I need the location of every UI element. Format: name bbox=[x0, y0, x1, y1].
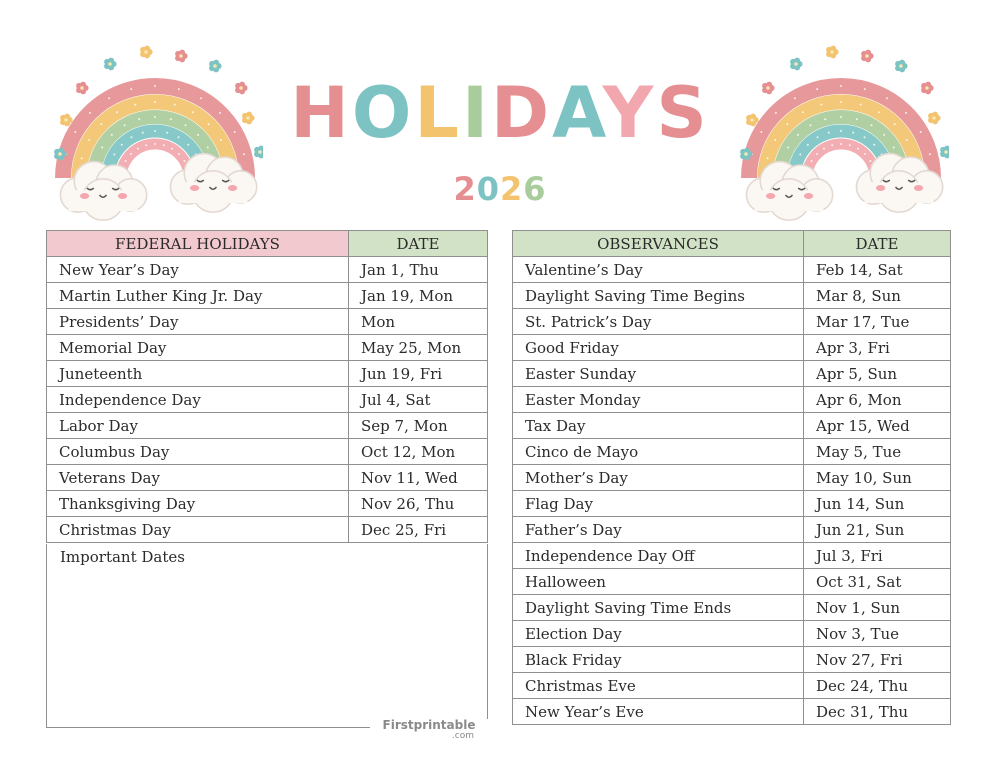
holiday-date: Jun 14, Sun bbox=[804, 491, 951, 517]
holiday-name: Cinco de Mayo bbox=[513, 439, 804, 465]
brand-suffix: .com bbox=[451, 731, 474, 741]
holiday-name: Halloween bbox=[513, 569, 804, 595]
table-row bbox=[513, 309, 951, 335]
table-row bbox=[513, 543, 951, 569]
holiday-name: Valentine’s Day bbox=[513, 257, 804, 283]
federal-date-header: DATE bbox=[349, 231, 488, 257]
holiday-name: Independence Day Off bbox=[513, 543, 804, 569]
flower-icon bbox=[209, 60, 222, 73]
important-dates-box[interactable] bbox=[46, 544, 488, 728]
table-row bbox=[513, 335, 951, 361]
table-row bbox=[513, 413, 951, 439]
holiday-name: New Year’s Eve bbox=[513, 699, 804, 725]
table-row bbox=[47, 283, 488, 309]
holiday-name: Black Friday bbox=[513, 647, 804, 673]
page-title bbox=[0, 72, 1000, 154]
holiday-date: May 10, Sun bbox=[804, 465, 951, 491]
holiday-name: Labor Day bbox=[47, 413, 349, 439]
holiday-date: Apr 6, Mon bbox=[804, 387, 951, 413]
holiday-date: Nov 3, Tue bbox=[804, 621, 951, 647]
holiday-name: Veterans Day bbox=[47, 465, 349, 491]
holiday-date: Dec 25, Fri bbox=[349, 517, 488, 543]
title-letter: Y bbox=[602, 72, 657, 154]
table-row bbox=[513, 699, 951, 725]
table-row bbox=[513, 491, 951, 517]
year-letter: 2 bbox=[453, 170, 477, 208]
flower-icon bbox=[826, 46, 839, 59]
table-row bbox=[47, 439, 488, 465]
holiday-date: Dec 24, Thu bbox=[804, 673, 951, 699]
table-row bbox=[513, 257, 951, 283]
holiday-date: Jun 19, Fri bbox=[349, 361, 488, 387]
flower-icon bbox=[104, 58, 117, 71]
table-row bbox=[47, 361, 488, 387]
holiday-name: Good Friday bbox=[513, 335, 804, 361]
table-row bbox=[513, 673, 951, 699]
holiday-date: Apr 5, Sun bbox=[804, 361, 951, 387]
title-letter: I bbox=[461, 72, 492, 154]
table-header-row bbox=[513, 231, 951, 257]
table-row bbox=[513, 647, 951, 673]
holiday-date: Nov 1, Sun bbox=[804, 595, 951, 621]
table-row bbox=[513, 621, 951, 647]
holiday-date: Jun 21, Sun bbox=[804, 517, 951, 543]
table-row bbox=[513, 283, 951, 309]
observances-header: OBSERVANCES bbox=[513, 231, 804, 257]
table-row bbox=[513, 595, 951, 621]
federal-holidays-table bbox=[46, 230, 488, 543]
year-letter: 0 bbox=[476, 170, 500, 208]
important-dates-label: Important Dates bbox=[60, 548, 185, 566]
table-row bbox=[47, 309, 488, 335]
holiday-name: St. Patrick’s Day bbox=[513, 309, 804, 335]
holiday-date: Mon bbox=[349, 309, 488, 335]
holiday-name: New Year’s Day bbox=[47, 257, 349, 283]
holiday-date: Apr 15, Wed bbox=[804, 413, 951, 439]
holiday-date: Nov 27, Fri bbox=[804, 647, 951, 673]
holiday-name: Easter Sunday bbox=[513, 361, 804, 387]
holiday-date: Apr 3, Fri bbox=[804, 335, 951, 361]
brand-logo bbox=[370, 719, 488, 743]
holiday-date: Feb 14, Sat bbox=[804, 257, 951, 283]
holiday-date: Oct 31, Sat bbox=[804, 569, 951, 595]
observances-table bbox=[512, 230, 951, 725]
table-row bbox=[47, 413, 488, 439]
table-row bbox=[47, 335, 488, 361]
holiday-date: Nov 26, Thu bbox=[349, 491, 488, 517]
holiday-name: Father’s Day bbox=[513, 517, 804, 543]
holiday-name: Christmas Eve bbox=[513, 673, 804, 699]
table-row bbox=[47, 517, 488, 543]
holiday-date: Jan 19, Mon bbox=[349, 283, 488, 309]
holiday-name: Mother’s Day bbox=[513, 465, 804, 491]
title-letter: O bbox=[351, 72, 415, 154]
table-row bbox=[513, 439, 951, 465]
brand-name: Firstprintable bbox=[382, 718, 476, 732]
title-letter: A bbox=[552, 72, 603, 154]
holiday-name: Daylight Saving Time Begins bbox=[513, 283, 804, 309]
holiday-date: Oct 12, Mon bbox=[349, 439, 488, 465]
year-label bbox=[0, 170, 1000, 208]
holiday-date: Jul 3, Fri bbox=[804, 543, 951, 569]
holiday-date: Mar 8, Sun bbox=[804, 283, 951, 309]
federal-holidays-header: FEDERAL HOLIDAYS bbox=[47, 231, 349, 257]
holiday-name: Daylight Saving Time Ends bbox=[513, 595, 804, 621]
table-header-row bbox=[47, 231, 488, 257]
holiday-date: Jul 4, Sat bbox=[349, 387, 488, 413]
flower-icon bbox=[861, 50, 874, 63]
observances-date-header: DATE bbox=[804, 231, 951, 257]
flower-icon bbox=[140, 46, 153, 59]
title-letter: L bbox=[414, 72, 462, 154]
holiday-name: Easter Monday bbox=[513, 387, 804, 413]
holiday-name: Tax Day bbox=[513, 413, 804, 439]
holiday-name: Columbus Day bbox=[47, 439, 349, 465]
holiday-date: May 5, Tue bbox=[804, 439, 951, 465]
table-row bbox=[513, 465, 951, 491]
table-row bbox=[47, 465, 488, 491]
holiday-date: May 25, Mon bbox=[349, 335, 488, 361]
table-row bbox=[47, 257, 488, 283]
title-letter: H bbox=[290, 72, 352, 154]
flower-icon bbox=[175, 50, 188, 63]
title-letter: S bbox=[656, 72, 710, 154]
holiday-date: Jan 1, Thu bbox=[349, 257, 488, 283]
year-letter: 2 bbox=[500, 170, 524, 208]
table-row bbox=[513, 361, 951, 387]
table-row bbox=[47, 491, 488, 517]
holiday-name: Thanksgiving Day bbox=[47, 491, 349, 517]
holiday-name: Presidents’ Day bbox=[47, 309, 349, 335]
holiday-name: Independence Day bbox=[47, 387, 349, 413]
flower-icon bbox=[895, 60, 908, 73]
title-letter: D bbox=[491, 72, 553, 154]
holiday-name: Election Day bbox=[513, 621, 804, 647]
holiday-name: Memorial Day bbox=[47, 335, 349, 361]
holiday-date: Dec 31, Thu bbox=[804, 699, 951, 725]
holiday-name: Christmas Day bbox=[47, 517, 349, 543]
table-row bbox=[47, 387, 488, 413]
holiday-date: Sep 7, Mon bbox=[349, 413, 488, 439]
holiday-date: Mar 17, Tue bbox=[804, 309, 951, 335]
holiday-name: Flag Day bbox=[513, 491, 804, 517]
holiday-date: Nov 11, Wed bbox=[349, 465, 488, 491]
holiday-name: Martin Luther King Jr. Day bbox=[47, 283, 349, 309]
flower-icon bbox=[790, 58, 803, 71]
table-row bbox=[513, 569, 951, 595]
table-row bbox=[513, 387, 951, 413]
year-letter: 6 bbox=[523, 170, 547, 208]
table-row bbox=[513, 517, 951, 543]
holiday-name: Juneteenth bbox=[47, 361, 349, 387]
